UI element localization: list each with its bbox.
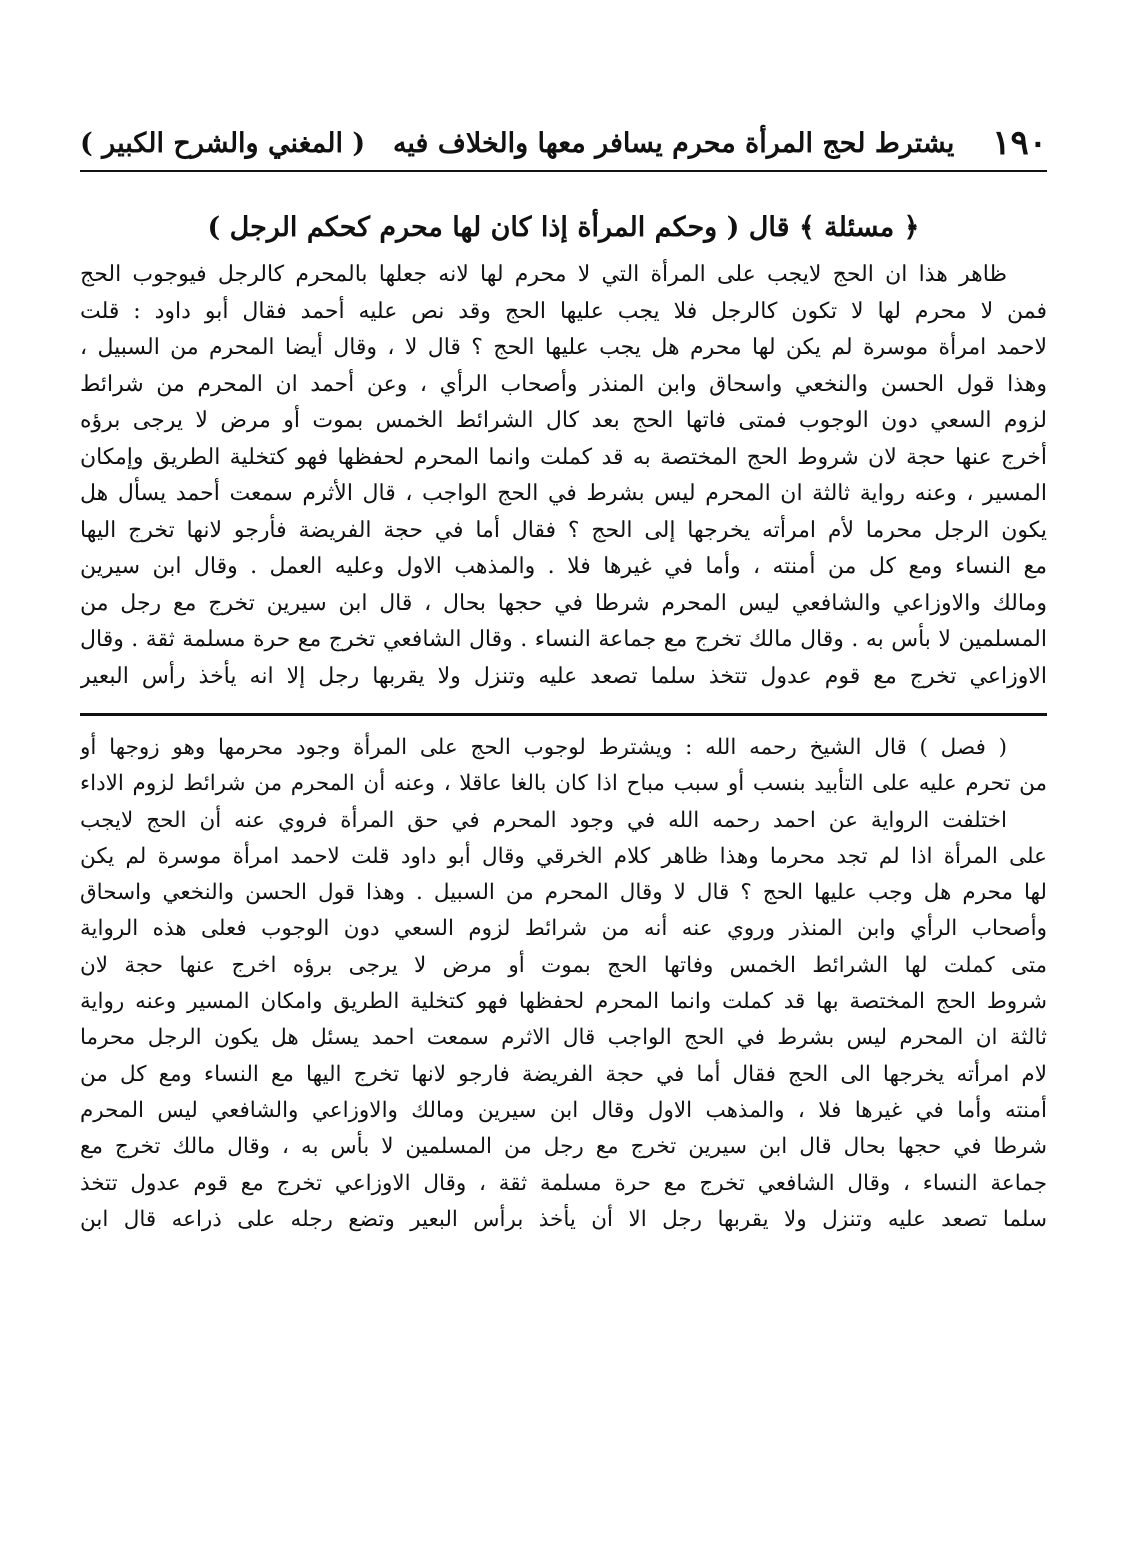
- masala-heading: ﴿ مسئلة ﴾ قال ( وحكم المرأة إذا كان لها محرم كحكم الرجل ): [207, 212, 920, 243]
- text-line: شرطا في حجها بحال قال ابن سيرين تخرج مع رجل من المسلمين لا بأس به ، وقال مالك تخرج مع: [80, 1134, 1047, 1160]
- text-line: اختلفت الرواية عن احمد رحمه الله في وجود المحرم في حق المرأة فروي عنه أن الحج لايجب: [80, 807, 1007, 833]
- text-line: وأصحاب الرأي وابن المنذر وروي عنه أنه من شرائط لزوم السعي دون الوجوب فعلى هذه الرواية: [80, 916, 1047, 942]
- commentary-text: [80, 730, 1047, 1238]
- running-header: [80, 118, 1047, 168]
- text-line: لاحمد امرأة موسرة لم يكن لها محرم هل يجب عليها الحج ؟ قال لا ، وقال أيضا المحرم من السبيل ،: [80, 335, 1047, 360]
- text-line: مع النساء ومع كل من أمنته ، وأما في غيرها فلا . والمذهب الاول وعليه العمل . وقال ابن سيرين: [80, 554, 1047, 579]
- text-line: من تحرم عليه على التأبيد بنسب أو سبب مباح اذا كان بالغا عاقلا ، وعنه أن المحرم من شرائط لزوم الاداء: [80, 771, 1047, 797]
- text-line: ظاهر هذا ان الحج لايجب على المرأة التي لا محرم لها لانه جعلها بالمحرم كالرجل فيوجوب الحج: [80, 262, 1007, 287]
- text-line: ومالك والاوزاعي والشافعي ليس المحرم شرطا في حجها بحال ، قال ابن سيرين تخرج مع رجل من: [80, 590, 1047, 616]
- text-line: فمن لا محرم لها لا تكون كالرجل فلا يجب عليها الحج وقد نص عليه أحمد فقال أبو داود : قلت: [80, 298, 1047, 324]
- text-line: وهذا قول الحسن والنخعي واسحاق وابن المنذر وأصحاب الرأي ، وعن أحمد ان المحرم من شرائط: [80, 371, 1047, 397]
- text-line: أخرج عنها حجة لان شروط الحج المختصة به قد كملت وانما المحرم لحفظها فهو كتخلية الطريق وإمكان: [80, 444, 1047, 470]
- text-line: المسير ، وعنه رواية ثالثة ان المحرم ليس بشرط في الحج الواجب ، قال الأثرم سمعت أحمد يسأل هل: [80, 481, 1047, 506]
- section-separator: [80, 713, 1047, 716]
- text-line: ثالثة ان المحرم ليس بشرط في الحج الواجب قال الاثرم سمعت احمد يسئل هل يكون الرجل محرما: [80, 1025, 1047, 1051]
- section-title: يشترط لحج المرأة محرم يسافر معها والخلاف فيه: [392, 127, 955, 159]
- text-line: ( فصل ) قال الشيخ رحمه الله : ويشترط لوجوب الحج على المرأة وجود محرمها وهو زوجها أو: [80, 735, 1007, 760]
- text-line: لام امرأته يخرجها الى الحج فقال أما في حجة الفريضة فارجو لانها تخرج اليها مع النساء ومع كل من: [80, 1061, 1047, 1087]
- text-line: على المرأة اذا لم تجد محرما وهذا ظاهر كلام الخرقي وقال أبو داود قلت لاحمد امرأة موسرة لم يكن: [80, 843, 1047, 869]
- main-text: [80, 257, 1047, 695]
- text-line: جماعة النساء ، وقال الشافعي تخرج مع حرة مسلمة ثقة ، وقال الاوزاعي تخرج مع قوم عدول تتخذ: [80, 1170, 1047, 1196]
- text-line: سلما تصعد عليه وتنزل ولا يقربها رجل الا أن يأخذ برأس البعير وتضع رجله على ذراعه قال ابن: [80, 1206, 1047, 1232]
- text-line: متى كملت لها الشرائط الخمس وفاتها الحج بموت أو مرض لا يرجى برؤه اخرج عنها حجة لان: [80, 952, 1047, 978]
- header-rule: [80, 170, 1047, 172]
- text-line: لها محرم هل وجب عليها الحج ؟ قال لا وقال المحرم من السبيل . وهذا قول الحسن والنخعي واسحاق: [80, 880, 1047, 906]
- book-title: ( المغني والشرح الكبير ): [80, 127, 366, 159]
- text-line: الاوزاعي تخرج مع قوم عدول تتخذ سلما تصعد عليه وتنزل ولا يقربها رجل إلا انه يأخذ رأس البعير: [80, 663, 1047, 689]
- page-number: ١٩٠: [992, 123, 1047, 163]
- text-line: أمنته وأما في غيرها فلا ، والمذهب الاول وقال ابن سيرين ومالك والاوزاعي والشافعي ليس المحرم: [80, 1097, 1047, 1123]
- text-line: المسلمين لا بأس به . وقال مالك تخرج مع جماعة النساء . وقال الشافعي تخرج مع حرة مسلمة ثقة . وقال: [80, 627, 1047, 652]
- text-line: شروط الحج المختصة بها قد كملت وانما المحرم لحفظها فهو كتخلية الطريق وامكان المسير وعنه رواية: [80, 989, 1047, 1015]
- text-line: لزوم السعي دون الوجوب فمتى فاتها الحج بعد كال الشرائط الخمس بموت أو مرض لا يرجى برؤه: [80, 408, 1047, 433]
- text-line: يكون الرجل محرما لأم امرأته يخرجها إلى الحج ؟ فقال أما في حجة الفريضة فأرجو لانها تخرج اليها: [80, 517, 1047, 543]
